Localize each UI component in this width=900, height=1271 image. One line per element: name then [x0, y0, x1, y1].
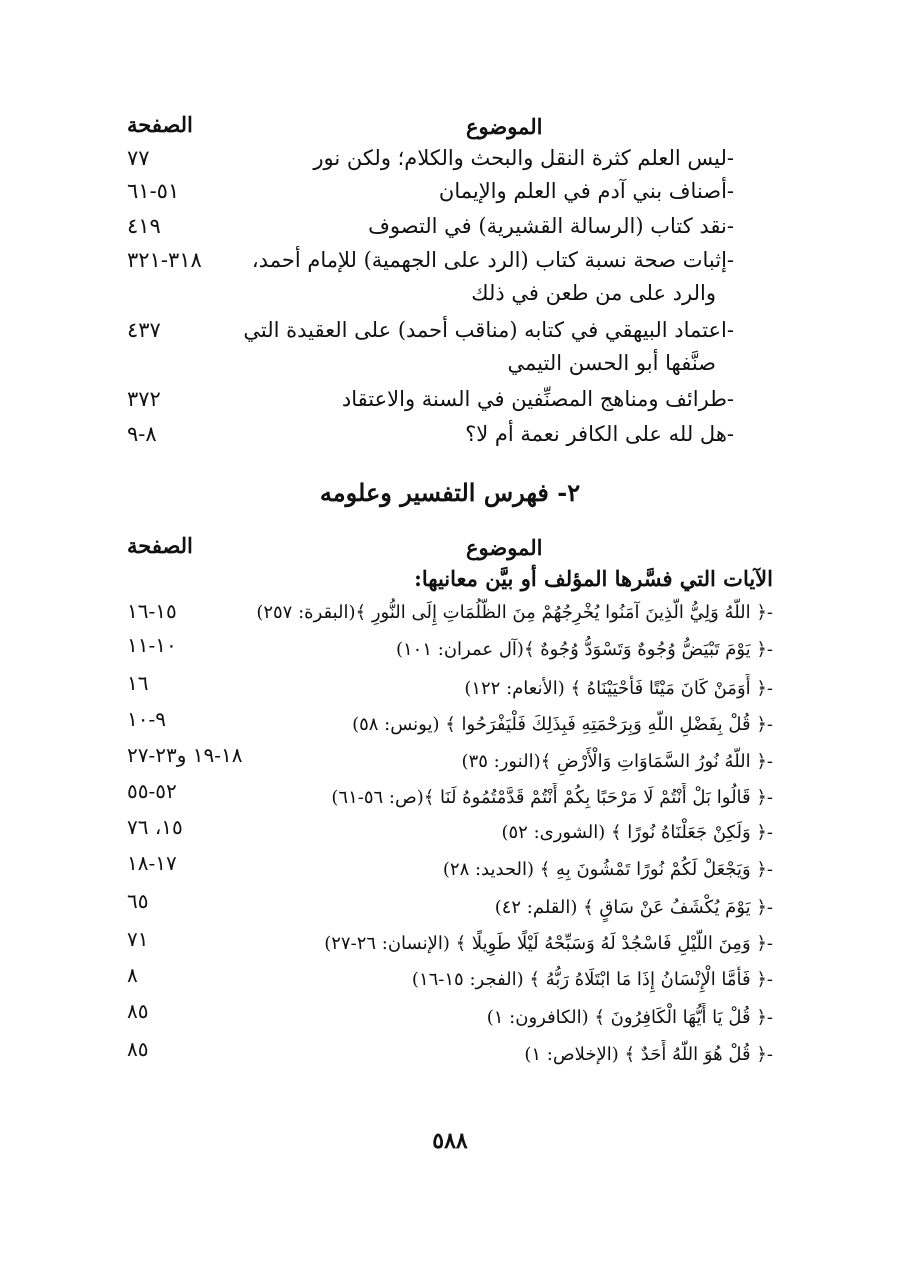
column-header-topic: الموضوع — [466, 535, 543, 560]
verse-page-ref: ٧١ — [127, 927, 149, 951]
entry-page-ref: ٥١-٦١ — [127, 179, 180, 203]
index-entry — [124, 142, 734, 175]
index-entry — [124, 244, 734, 310]
verse-entry: -﴿ اللَّهُ وَلِيُّ الَّذِينَ آمَنُوا يُخْرِجُهُمْ مِنَ الظُّلُمَاتِ إِلَى النُّورِ ﴾(البقرة: ٢٥٧) — [256, 602, 773, 623]
column-header-page: الصفحة — [127, 112, 193, 137]
index-entry — [124, 314, 734, 380]
verse-entry: -﴿ أَوَمَنْ كَانَ مَيْتًا فَأَحْيَيْنَاهُ ﴾ (الأنعام: ١٢٢) — [464, 678, 773, 699]
verse-page-ref: ١٠-١١ — [127, 633, 177, 657]
section-title: ٢- فهرس التفسير وعلومه — [319, 478, 581, 507]
entry-text: -نقد كتاب (الرسالة القشيرية) في التصوف — [368, 214, 734, 238]
entry-page-ref: ٧٧ — [127, 146, 150, 170]
entry-page-ref: ٤١٩ — [127, 214, 161, 238]
entry-page-ref: ٣١٨-٣٢١ — [127, 248, 202, 272]
verse-page-ref: ١٨-١٩ و٢٣-٢٧ — [127, 743, 243, 767]
verse-page-ref: ١٥-١٦ — [127, 599, 177, 623]
verse-page-ref: ٨ — [127, 963, 138, 987]
entry-text-continued: صنَّفها أبو الحسن التيمي — [507, 351, 716, 375]
verse-entry: -﴿ قُلْ بِفَضْلِ اللَّهِ وَبِرَحْمَتِهِ فَبِذَلِكَ فَلْيَفْرَحُوا ﴾ (يونس: ٥٨) — [352, 714, 773, 735]
verse-page-ref: ٥٢-٥٥ — [127, 779, 177, 803]
verse-entry: -﴿ يَوْمَ يُكْشَفُ عَنْ سَاقٍ ﴾ (القلم: ٤٢) — [494, 897, 773, 918]
verse-page-ref: ٨٥ — [127, 1037, 149, 1061]
entry-page-ref: ٣٧٢ — [127, 387, 161, 411]
verse-page-ref: ٨٥ — [127, 999, 149, 1023]
index-entry — [124, 418, 734, 451]
subheading: الآيات التي فسَّرها المؤلف أو بيَّن معانيها: — [414, 566, 773, 591]
verse-entry: -﴿ وَمِنَ اللَّيْلِ فَاسْجُدْ لَهُ وَسَبِّحْهُ لَيْلًا طَوِيلًا ﴾ (الإنسان: ٢٦-٢٧) — [324, 933, 773, 954]
index-entry — [124, 210, 734, 243]
page-number: ٥٨٨ — [432, 1128, 468, 1154]
entry-text-continued: والرد على من طعن في ذلك — [471, 281, 716, 305]
column-header-page: الصفحة — [127, 533, 193, 558]
entry-text: -طرائف ومناهج المصنِّفين في السنة والاعتقاد — [341, 387, 734, 411]
verse-entry: -﴿ قَالُوا بَلْ أَنْتُمْ لَا مَرْحَبًا بِكُمْ أَنْتُمْ قَدَّمْتُمُوهُ لَنَا ﴾(ص: ٥٦-٦١) — [331, 787, 773, 808]
verse-page-ref: ١٦ — [127, 671, 149, 695]
verse-entry: -﴿ وَلَكِنْ جَعَلْنَاهُ نُورًا ﴾ (الشورى: ٥٢) — [501, 822, 773, 843]
verse-entry: -﴿ يَوْمَ تَبْيَضُّ وُجُوهٌ وَتَسْوَدُّ وُجُوهٌ ﴾(آل عمران: ١٠١) — [395, 639, 773, 660]
verse-entry: -﴿ قُلْ يَا أَيُّهَا الْكَافِرُونَ ﴾ (الكافرون: ١) — [486, 1007, 773, 1028]
entry-text: -إثبات صحة نسبة كتاب (الرد على الجهمية) للإمام أحمد، — [251, 248, 734, 272]
verse-entry: -﴿ فَأَمَّا الْإِنْسَانُ إِذَا مَا ابْتَلَاهُ رَبُّهُ ﴾ (الفجر: ١٥-١٦) — [411, 969, 773, 990]
verse-entry: -﴿ اللَّهُ نُورُ السَّمَاوَاتِ وَالْأَرْضِ ﴾(النور: ٣٥) — [461, 751, 773, 772]
entry-text: -أصناف بني آدم في العلم والإيمان — [438, 179, 734, 203]
column-header-topic: الموضوع — [466, 114, 543, 139]
verse-page-ref: ١٧-١٨ — [127, 851, 177, 875]
verse-page-ref: ٦٥ — [127, 889, 149, 913]
entry-page-ref: ٤٣٧ — [127, 318, 161, 342]
verse-entry: -﴿ وَيَجْعَلْ لَكُمْ نُورًا تَمْشُونَ بِهِ ﴾ (الحديد: ٢٨) — [442, 859, 773, 880]
entry-page-ref: ٨-٩ — [127, 422, 157, 446]
index-entry — [124, 383, 734, 416]
entry-text: -هل لله على الكافر نعمة أم لا؟ — [465, 422, 734, 446]
verse-entry: -﴿ قُلْ هُوَ اللَّهُ أَحَدٌ ﴾ (الإخلاص: ١) — [524, 1044, 773, 1065]
entry-text: -اعتماد البيهقي في كتابه (مناقب أحمد) على العقيدة التي — [243, 318, 734, 342]
verse-page-ref: ١٥، ٧٦ — [127, 815, 183, 839]
entry-text: -ليس العلم كثرة النقل والبحث والكلام؛ ولكن نور — [313, 146, 734, 170]
index-entry — [124, 175, 734, 208]
verse-page-ref: ٩-١٠ — [127, 707, 166, 731]
